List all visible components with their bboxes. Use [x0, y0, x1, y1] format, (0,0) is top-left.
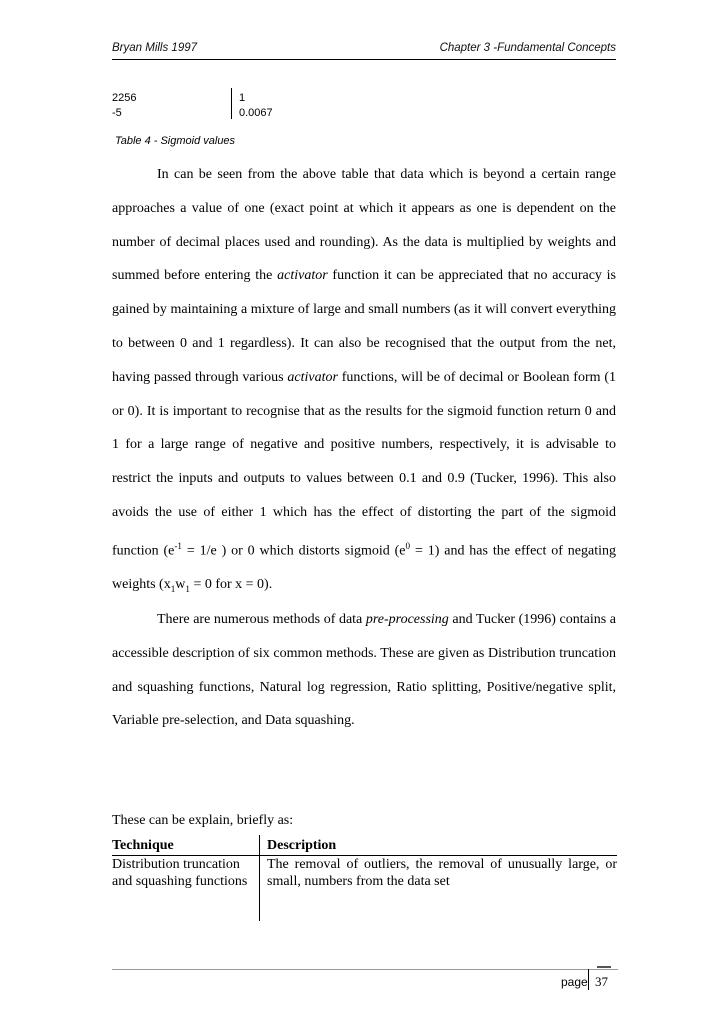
- description-cell: The removal of outliers, the removal of unusually large, or small, numbers from the data set: [267, 857, 617, 889]
- emphasis-activator: activator: [277, 268, 328, 284]
- header-author: Bryan Mills 1997: [112, 42, 198, 54]
- table-row: [112, 856, 617, 890]
- footer-mark: [597, 966, 611, 968]
- subscript: 1: [185, 584, 190, 595]
- table4-cell: 1: [239, 92, 246, 104]
- superscript: -1: [174, 540, 182, 551]
- table4-cell: 2256: [112, 92, 137, 104]
- emphasis-activator: activator: [287, 369, 338, 385]
- text-run: functions, will be of decimal or Boolean form (1 or 0). It is important to recognise that as the results for the sigmoid function return 0 and 1 for a large range of negative and positive numbers, respectively, it is advisable to restrict the inputs and outputs to values between 0.1 and 0.9 (Tucker, 1996). This also avoids the use of either 1 which has the effect of distorting the part of the sigmoid function (e: [112, 369, 616, 559]
- technique-table: [112, 837, 617, 890]
- table4-divider: [231, 88, 232, 119]
- text-run: = 1) and has the effect of negating weights (x: [112, 543, 617, 593]
- page-number-divider: [588, 969, 589, 990]
- header-chapter: Chapter 3 -Fundamental Concepts: [439, 42, 616, 54]
- header-description: Description: [267, 838, 337, 853]
- superscript: 0: [405, 540, 411, 551]
- header-divider: [112, 59, 616, 60]
- table4-cell: 0.0067: [239, 107, 273, 119]
- text-run: In can be seen from the above table that data which is beyond a certain range approaches a value of one (exact point at which it appears as one is dependent on the number of decimal places used and rounding). As the data is multiplied by weights and summed before entering the: [112, 167, 616, 284]
- text-run: and Tucker (1996) contains a accessible description of six common methods. These are given as Distribution truncation and squashing functions, Natural log regression, Ratio splitting, Positive/negative split, Variable pre-selection, and Data squashing.: [112, 612, 616, 729]
- table-intro: These can be explain, briefly as:: [112, 813, 294, 828]
- technique-table-header: [112, 837, 617, 856]
- footer-divider: [112, 969, 618, 970]
- table4-col1: [112, 91, 136, 121]
- table4-col2: [239, 91, 273, 121]
- body-paragraph-1: [112, 158, 616, 607]
- table4-cell: -5: [112, 107, 122, 119]
- page-label: page: [561, 975, 588, 989]
- emphasis-preprocessing: pre-processing: [365, 612, 449, 627]
- table4-caption: Table 4 - Sigmoid values: [115, 135, 236, 147]
- subscript: 1: [170, 584, 176, 595]
- body-paragraph-2: [112, 603, 616, 738]
- text-run: function it can be appreciated that no accuracy is gained by maintaining a mixture of large and small numbers (as it will convert everything to between 0 and 1 regardless). It can also be recognised that the output from the net, having passed through various: [112, 268, 617, 385]
- page-number: 37: [595, 974, 608, 989]
- technique-cell: Distribution truncation and squashing functions: [112, 857, 248, 889]
- header-technique: Technique: [112, 838, 174, 853]
- text-run: = 0 for x = 0).: [189, 577, 273, 593]
- text-run: = 1/e ) or 0 which distorts sigmoid (e: [181, 543, 406, 559]
- text-run: w: [175, 577, 186, 593]
- text-run: There are numerous methods of data: [157, 612, 366, 627]
